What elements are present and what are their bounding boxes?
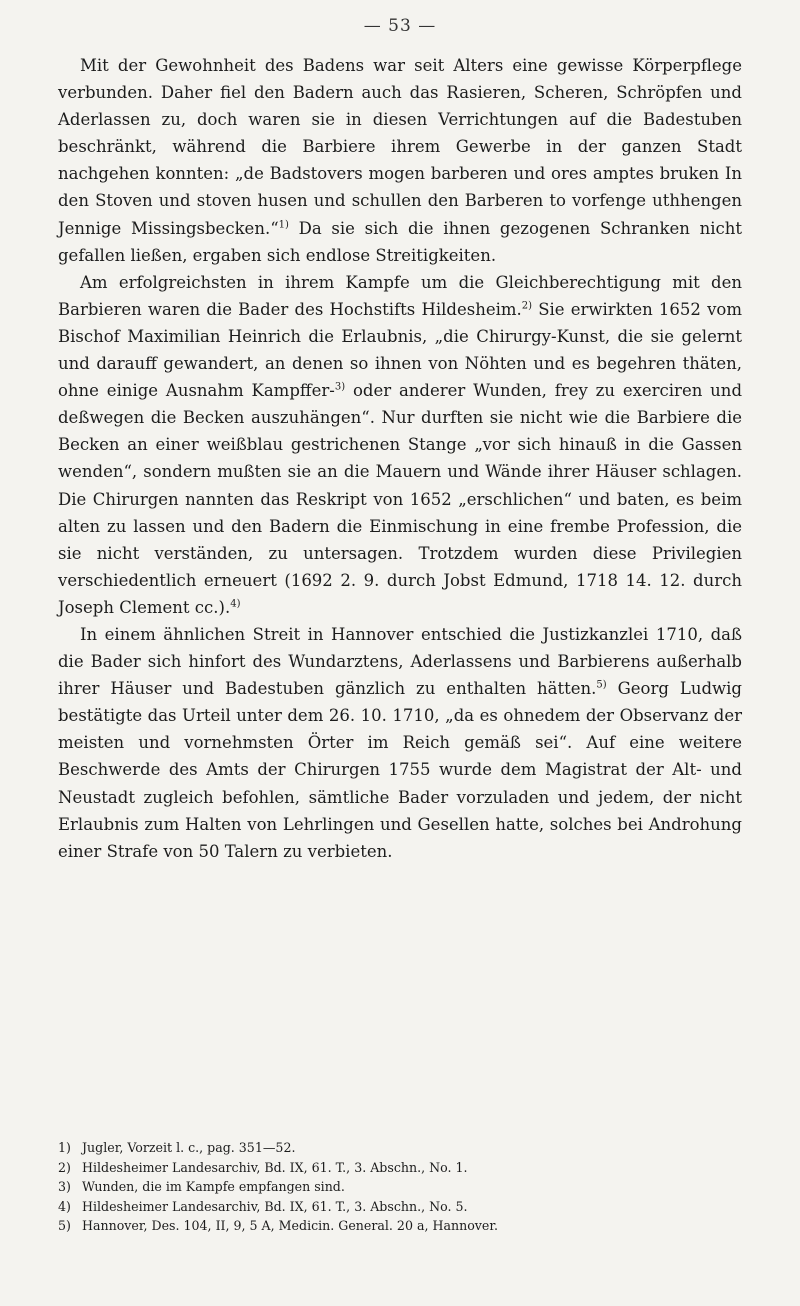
paragraph-2-text-b: Sie erwirkten 1652 vom Bischof Maximilian Heinrich die Erlaubnis, „die Chirurgy-Kunst, die sie gelernt und darauff gewandert, an denen so ihnen von Nöhten und es begehren thäten, ohne einige Ausnahm Kampffer- — [58, 299, 742, 401]
page-number: — 53 — — [363, 16, 437, 36]
paragraph-3-text-b: Georg Ludwig bestätigte das Urteil unter dem 26. 10. 1710, „da es ohnedem der Observanz der meisten und vornehmsten Örter im Reich gemäß sei“. Auf eine weitere Beschwerde des Amts der Chirurgen 1755 wurde dem Magistrat der Alt- und Neustadt zugleich befohlen, sämtliche Bader vorzuladen und jedem, der nicht Erlaubnis zum Halten von Lehrlingen und Gesellen hatte, solches bei Androhung einer Strafe von 50 Talern zu verbieten. — [58, 679, 742, 861]
footnote-marker-5: 5) — [596, 679, 607, 691]
paragraph-3-text: In einem ähnlichen Streit in Hannover entschied die Justizkanzlei 1710, daß die Bader sich hinfort des Wundarztens, Aderlassens und Barbierens außerhalb ihrer Häuser und Badestuben gänzlich zu enthalten hätten. — [58, 624, 742, 699]
paragraph-3 — [58, 621, 742, 865]
footnote — [58, 1177, 742, 1197]
footnote-marker-3: 3) — [334, 381, 346, 393]
footnote-text: Hildesheimer Landesarchiv, Bd. IX, 61. T., 3. Abschn., No. 5. — [82, 1198, 468, 1214]
paragraph-2 — [58, 269, 742, 621]
footnote — [58, 1197, 742, 1217]
footnote-mark: 3) — [58, 1179, 71, 1195]
footnote-text: Wunden, die im Kampfe empfangen sind. — [82, 1179, 345, 1195]
paragraph-2-text: Am erfolgreichsten in ihrem Kampfe um die Gleichberechtigung mit den Barbieren waren die Bader des Hochstifts Hildesheim. — [58, 272, 742, 319]
footnotes — [58, 1138, 742, 1236]
footnote-text: Hildesheimer Landesarchiv, Bd. IX, 61. T., 3. Abschn., No. 1. — [82, 1159, 468, 1175]
paragraph-1-rest: Da sie sich die ihnen gezogenen Schranken nicht gefallen ließen, ergaben sich endlose Streitigkeiten. — [58, 218, 742, 265]
footnote-mark: 2) — [58, 1159, 71, 1175]
paragraph-2-text-c: oder anderer Wunden, frey zu exerciren und deßwegen die Becken auszuhängen“. Nur durften sie nicht wie die Barbiere die Becken an einer weißblau gestrichenen Stange „vor sich hinauß in die Gassen wenden“, sondern mußten sie an die Mauern und Wände ihrer Häuser schlagen. Die Chirurgen nannten das Reskript von 1652 „erschlichen“ und baten, es beim alten zu lassen und den Badern die Einmischung in eine frembe Profession, die sie nicht verständen, zu untersagen. Trotzdem wurden diese Privilegien verschiedentlich erneuert (1692 2. 9. durch Jobst Edmund, 1718 14. 12. durch Joseph Clement cc.). — [58, 381, 743, 617]
footnote — [58, 1138, 742, 1158]
body-text — [58, 52, 742, 865]
footnote-marker-2: 2) — [521, 300, 533, 312]
footnote-marker-4: 4) — [230, 598, 241, 610]
footnote — [58, 1158, 742, 1178]
footnote-text: Jugler, Vorzeit l. c., pag. 351—52. — [82, 1140, 296, 1155]
paragraph-1-text: Mit der Gewohnheit des Badens war seit Alters eine gewisse Körperpflege verbunden. Daher fiel den Badern auch das Rasieren, Scheren, Schröpfen und Aderlassen zu, doch waren sie in diesen Verrichtungen auf die Badestuben beschränkt, während die Barbiere ihrem Gewerbe in der ganzen Stadt nachgehen konnten: „de Badstovers mogen barberen und ores amptes bruken In den Stoven und stoven husen und schullen den Barberen to vorfenge uthhengen Jennige Missingsbecken.“ — [58, 56, 742, 238]
paragraph-1 — [58, 52, 742, 269]
footnote — [58, 1216, 742, 1236]
footnote-mark: 5) — [58, 1218, 71, 1234]
footnote-text: Hannover, Des. 104, II, 9, 5 A, Medicin. General. 20 a, Hannover. — [82, 1218, 498, 1234]
footnote-marker-1: 1) — [278, 219, 289, 231]
footnote-mark: 1) — [58, 1140, 71, 1155]
footnote-mark: 4) — [58, 1198, 71, 1214]
